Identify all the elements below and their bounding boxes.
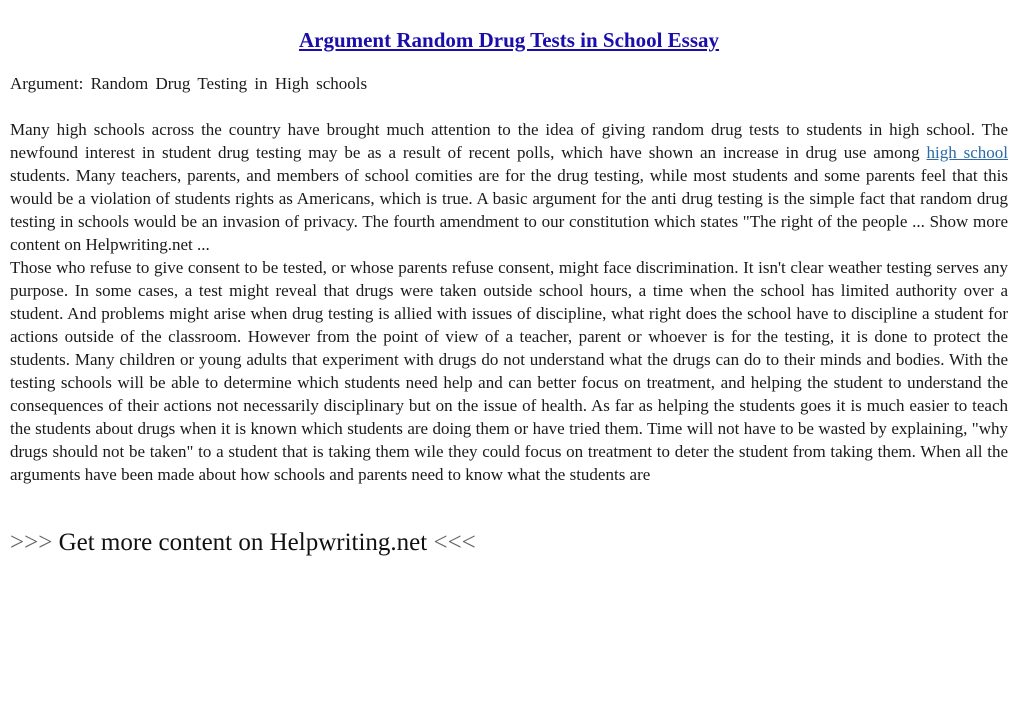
more-content-banner[interactable] (10, 527, 476, 559)
paragraph-1 (10, 118, 1008, 256)
high-school-link[interactable]: high school (926, 143, 1008, 162)
cta-text[interactable]: Get more content on Helpwriting.net (58, 529, 428, 556)
cta-suffix-arrows: <<< (433, 529, 476, 556)
paragraph-2: Those who refuse to give consent to be tested, or whose parents refuse consent, might face discrimination. It isn't clear weather testing serves any purpose. In some cases, a test might reveal that drugs were taken outside school hours, a time when the school has limited authority over a student. And problems might arise when drug testing is allied with issues of discipline, what right does the school have to discipline a student for actions outside of the classroom. However from the point of view of a teacher, parent or whoever is for the testing, it is done to protect the students. Many children or young adults that experiment with drugs do not understand what the drugs can do to their minds and bodies. With the testing schools will be able to determine which students need help and can better focus on treatment, and helping the student to understand the consequences of their actions not necessarily disciplinary but on the issue of health. As far as helping the students goes it is much easier to teach the students about drugs when it is known which students are doing them or have tried them. Time will not have to be wasted by explaining, "why drugs should not be taken" to a student that is taking them wile they could focus on treatment to deter the student from taking them. When all the arguments have been made about how schools and parents need to know what the students are (10, 258, 1008, 484)
cta-prefix-arrows: >>> (10, 529, 53, 556)
essay-subtitle: Argument: Random Drug Testing in High schools (10, 74, 368, 93)
title-link[interactable]: Argument Random Drug Tests in School Essay (298, 28, 720, 52)
page-title (0, 27, 1018, 53)
essay-body (10, 118, 1008, 486)
paragraph-1-text-after: students. Many teachers, parents, and members of school comities are for the drug testing, while most students and some parents feel that this would be a violation of students rights as Americans, which is true. A basic argument for the anti drug testing is the simple fact that random drug testing in schools would be an invasion of privacy. The fourth amendment to our constitution which states "The right of the people ... Show more content on Helpwriting.net ... (10, 166, 1008, 254)
paragraph-1-text-before: Many high schools across the country have brought much attention to the idea of giving random drug tests to students in high school. The newfound interest in student drug testing may be as a result of recent polls, which have shown an increase in drug use among (10, 120, 1008, 162)
